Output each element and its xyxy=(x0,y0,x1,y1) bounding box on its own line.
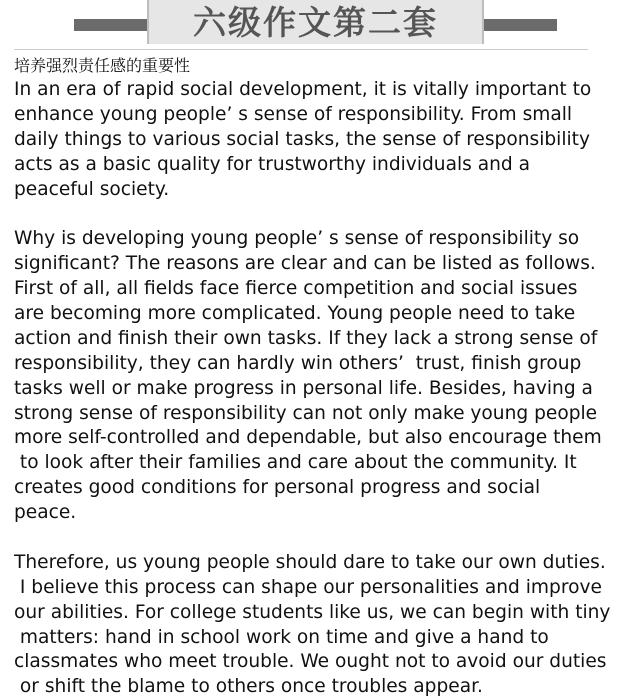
text-line: or shift the blame to others once troubles appear. xyxy=(14,676,483,698)
banner-title: 六级作文第二套 xyxy=(193,2,438,42)
text-line: strong sense of responsibility can not only make young people xyxy=(14,402,598,424)
text-line: I believe this process can shape our personalities and improve xyxy=(14,576,602,598)
text-line: responsibility, they can hardly win others’ trust, finish group xyxy=(14,352,582,374)
text-line: are becoming more complicated. Young people need to take xyxy=(14,303,576,325)
text-line: Why is developing young people’ s sense of responsibility so xyxy=(14,228,580,250)
text-line: to look after their families and care about the community. It xyxy=(14,452,577,474)
text-line: classmates who meet trouble. We ought not to avoid our duties xyxy=(14,651,607,673)
essay-title: 培养强烈责任感的重要性 xyxy=(14,56,191,75)
text-line: creates good conditions for personal progress and social xyxy=(14,477,541,499)
text-line: In an era of rapid social development, it is vitally important to xyxy=(14,79,592,100)
banner-title-box xyxy=(147,0,484,44)
text-line: enhance young people’ s sense of responsibility. From small xyxy=(14,103,573,125)
text-line: peaceful society. xyxy=(14,178,170,200)
banner-bar-left xyxy=(74,19,148,31)
text-line: acts as a basic quality for trustworthy individuals and a xyxy=(14,153,531,175)
paragraph-2 xyxy=(14,227,641,526)
text-line: daily things to various social tasks, the sense of responsibility xyxy=(14,128,590,150)
text-line: more self-controlled and dependable, but also encourage them xyxy=(14,427,602,449)
header-divider xyxy=(14,49,588,50)
paragraph-gap xyxy=(14,526,641,551)
text-line: tasks well or make progress in personal life. Besides, having a xyxy=(14,377,593,399)
text-line: peace. xyxy=(14,502,77,524)
text-line: First of all, all fields face fierce competition and social issues xyxy=(14,278,578,300)
text-line: Therefore, us young people should dare to take our own duties. xyxy=(14,551,606,573)
banner-bar-right xyxy=(484,19,557,31)
text-line: action and finish their own tasks. If they lack a strong sense of xyxy=(14,327,598,349)
text-line: our abilities. For college students like us, we can begin with tiny xyxy=(14,601,611,623)
paragraph-1 xyxy=(14,78,641,202)
essay-body xyxy=(14,78,641,700)
paragraph-3 xyxy=(14,551,641,700)
text-line: significant? The reasons are clear and can be listed as follows. xyxy=(14,253,596,275)
header-banner xyxy=(0,0,641,50)
text-line: matters: hand in school work on time and give a hand to xyxy=(14,626,549,648)
paragraph-gap xyxy=(14,202,641,227)
